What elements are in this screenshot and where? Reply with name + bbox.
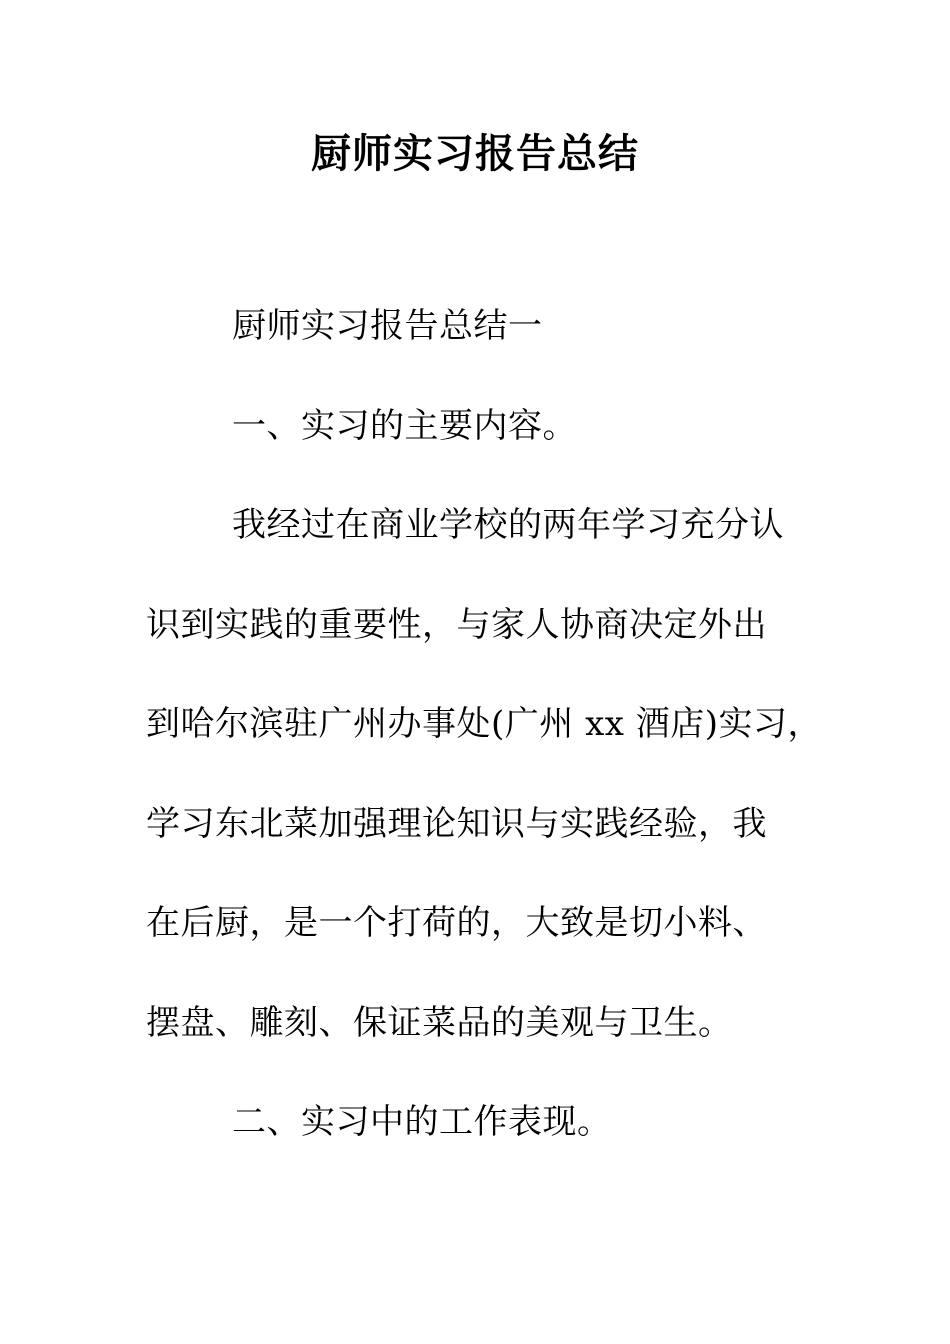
document-title: 厨师实习报告总结 — [311, 131, 639, 177]
paragraph-line: 在后厨，是一个打荷的，大致是切小料、 — [146, 903, 767, 943]
section-heading: 厨师实习报告总结一 — [232, 306, 543, 346]
paragraph-line: 我经过在商业学校的两年学习充分认 — [232, 505, 784, 545]
paragraph-line: 到哈尔滨驻广州办事处(广州 xx 酒店)实习， — [146, 704, 822, 744]
paragraph-line: 识到实践的重要性，与家人协商决定外出 — [146, 605, 767, 645]
subsection-heading: 二、实习中的工作表现。 — [232, 1102, 612, 1142]
paragraph-line: 学习东北菜加强理论知识与实践经验，我 — [146, 804, 767, 844]
subsection-heading: 一、实习的主要内容。 — [232, 406, 577, 446]
paragraph-line: 摆盘、雕刻、保证菜品的美观与卫生。 — [146, 1003, 733, 1043]
